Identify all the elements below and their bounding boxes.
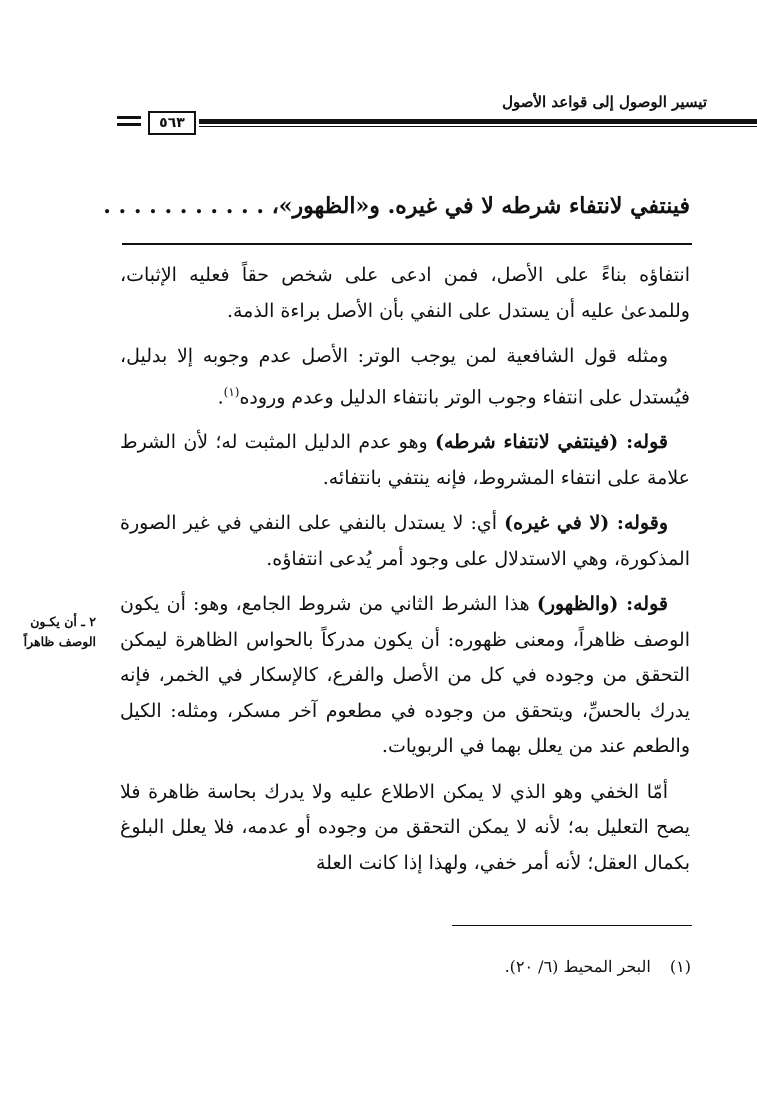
footnote-text: البحر المحيط (٦/ ٢٠). (504, 957, 651, 976)
quoted-phrase: قوله: (فينتفي لانتفاء شرطه) (434, 431, 668, 454)
page-header (117, 93, 707, 131)
footnote-marker: (١) (223, 384, 240, 399)
quoted-phrase: وقوله: (لا في غيره) (504, 512, 668, 535)
page-number: ٥٦٣ (148, 111, 196, 135)
paragraph-text: هذا الشرط الثاني من شروط الجامع، وهو: أن يكون الوصف ظاهراً، ومعنى ظهوره: أن يكون مدركاً بالحواس الظاهرة ليمكن التحقق من وجوده في كل من الأصل والفرع، كالإسكار في الخمر، فإنه يدرك بالحسِّ، ويتحقق من وجوده في مطعوم آخر مسكر، ومثله: الكيل والطعم عند من يعلل بهما في الربويات. (120, 593, 690, 758)
paragraph-text: انتفاؤه بناءً على الأصل، فمن ادعى على شخص حقاً فعليه الإثبات، وللمدعىٰ عليه أن يستدل على النفي بأن الأصل براءة الذمة. (120, 264, 690, 322)
margin-note-line: ٢ ـ أن يكـون (30, 614, 96, 629)
paragraph-text: وهو عدم الدليل المثبت له؛ لأن الشرط علامة على انتفاء المشروط، فإنه ينتفي بانتفائه. (120, 431, 690, 489)
header-rule-thin (199, 126, 757, 127)
header-rule (199, 119, 757, 124)
paragraph (120, 425, 690, 496)
paragraph-text: . (217, 385, 224, 408)
header-ornament (117, 116, 141, 119)
margin-note-line: الوصف ظاهراً (23, 634, 96, 649)
paragraph-text: أي: لا يستدل بالنفي على النفي في غير الصورة المذكورة، وهي الاستدلال على وجود أمر يُدعى انتفاؤه. (120, 512, 690, 570)
header-ornament (117, 123, 141, 126)
matn-divider (122, 243, 692, 245)
commentary-body (120, 258, 690, 891)
paragraph-text: ومثله قول الشافعية لمن يوجب الوتر: الأصل عدم وجوبه إلا بدليل، فيُستدل على انتفاء وجوب الوتر بانتفاء الدليل وعدم وروده (120, 345, 690, 408)
quoted-phrase: قوله: (والظهور) (536, 593, 668, 616)
paragraph (120, 587, 690, 765)
matn-line: فينتفي لانتفاء شرطه لا في غيره. و«الظهور»، . . . . . . . . . . . (103, 193, 690, 219)
footnote-number: (١) (669, 957, 691, 976)
paragraph (120, 258, 690, 329)
paragraph (120, 775, 690, 882)
book-title: تيسير الوصول إلى قواعد الأصول (502, 93, 707, 111)
paragraph (120, 339, 690, 415)
margin-note (14, 612, 96, 652)
paragraph (120, 506, 690, 577)
footnote-divider (452, 925, 692, 926)
paragraph-text: أمّا الخفي وهو الذي لا يمكن الاطلاع عليه ولا يدرك بحاسة ظاهرة فلا يصح التعليل به؛ لأنه لا يمكن التحقق من وجوده أو عدمه، فلا يعلل البلوغ بكمال العقل؛ لأنه أمر خفي، ولهذا إذا كانت العلة (120, 780, 690, 874)
footnote (131, 957, 691, 976)
